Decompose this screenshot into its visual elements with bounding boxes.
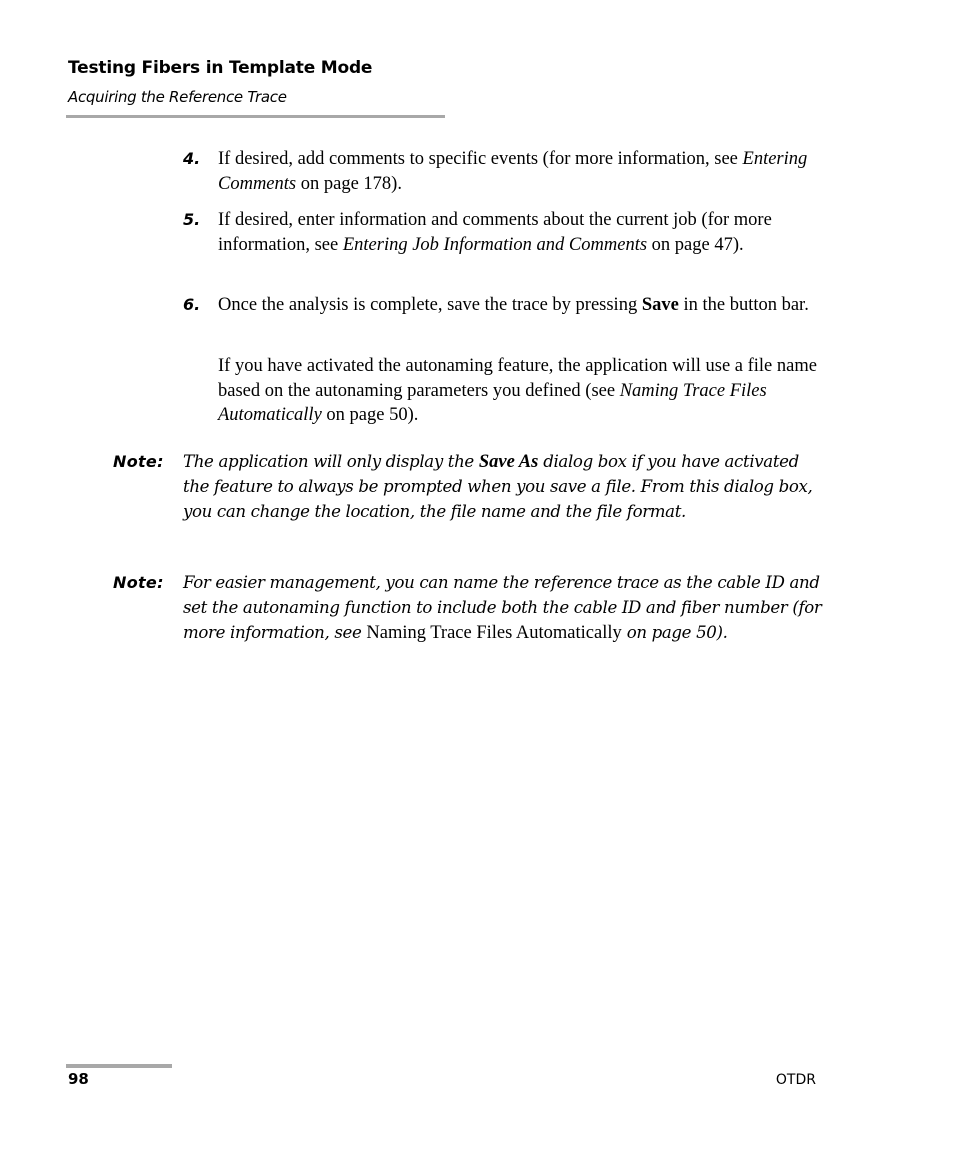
- section-subtitle: Acquiring the Reference Trace: [68, 88, 287, 106]
- cross-reference-link[interactable]: Entering Job Information and Comments: [342, 234, 648, 255]
- step-5: [183, 208, 823, 257]
- step-text: If desired, add comments to specific events (for more information, see Entering Comments on page 178).: [218, 149, 808, 194]
- step-4: [183, 147, 823, 196]
- step-6: [183, 293, 823, 318]
- cross-reference-link[interactable]: Naming Trace Files Automatically: [218, 380, 767, 425]
- save-as-label: Save As: [478, 452, 539, 472]
- chapter-title: Testing Fibers in Template Mode: [68, 58, 373, 78]
- save-command-label: Save: [641, 295, 679, 315]
- note-save-as: [113, 450, 823, 524]
- note-text: The application will only display the Save As dialog box if you have activated the feature to always be prompted when you save a file. From this dialog box, you can change the location, the file name and the file format.: [183, 452, 813, 521]
- footer-rule: [66, 1064, 172, 1068]
- note-label: Note:: [113, 573, 164, 592]
- autonaming-paragraph: If you have activated the autonaming feature, the application will use a file name based on the autonaming parameters you defined (see Naming Trace Files Automatically on page 50).: [218, 356, 817, 425]
- page-number: 98: [68, 1070, 89, 1088]
- step-number: 4.: [183, 149, 201, 168]
- step-number: 5.: [183, 210, 201, 229]
- step-text: If desired, enter information and comments about the current job (for more information, see Entering Job Information and Comments on page 47).: [218, 210, 772, 255]
- cross-reference-link[interactable]: Naming Trace Files Automatically: [366, 622, 622, 643]
- product-name: OTDR: [775, 1072, 816, 1088]
- note-text: For easier management, you can name the reference trace as the cable ID and set the autonaming function to include both the cable ID and fiber number (for more information, see Naming Trace Files Automatically on page 50).: [183, 573, 822, 643]
- cross-reference-link[interactable]: Entering Comments: [218, 149, 808, 194]
- step-text: Once the analysis is complete, save the trace by pressing Save in the button bar.: [218, 295, 809, 315]
- note-label: Note:: [113, 452, 164, 471]
- step-number: 6.: [183, 295, 201, 314]
- note-easier-management: [113, 571, 823, 645]
- header-rule: [66, 115, 445, 118]
